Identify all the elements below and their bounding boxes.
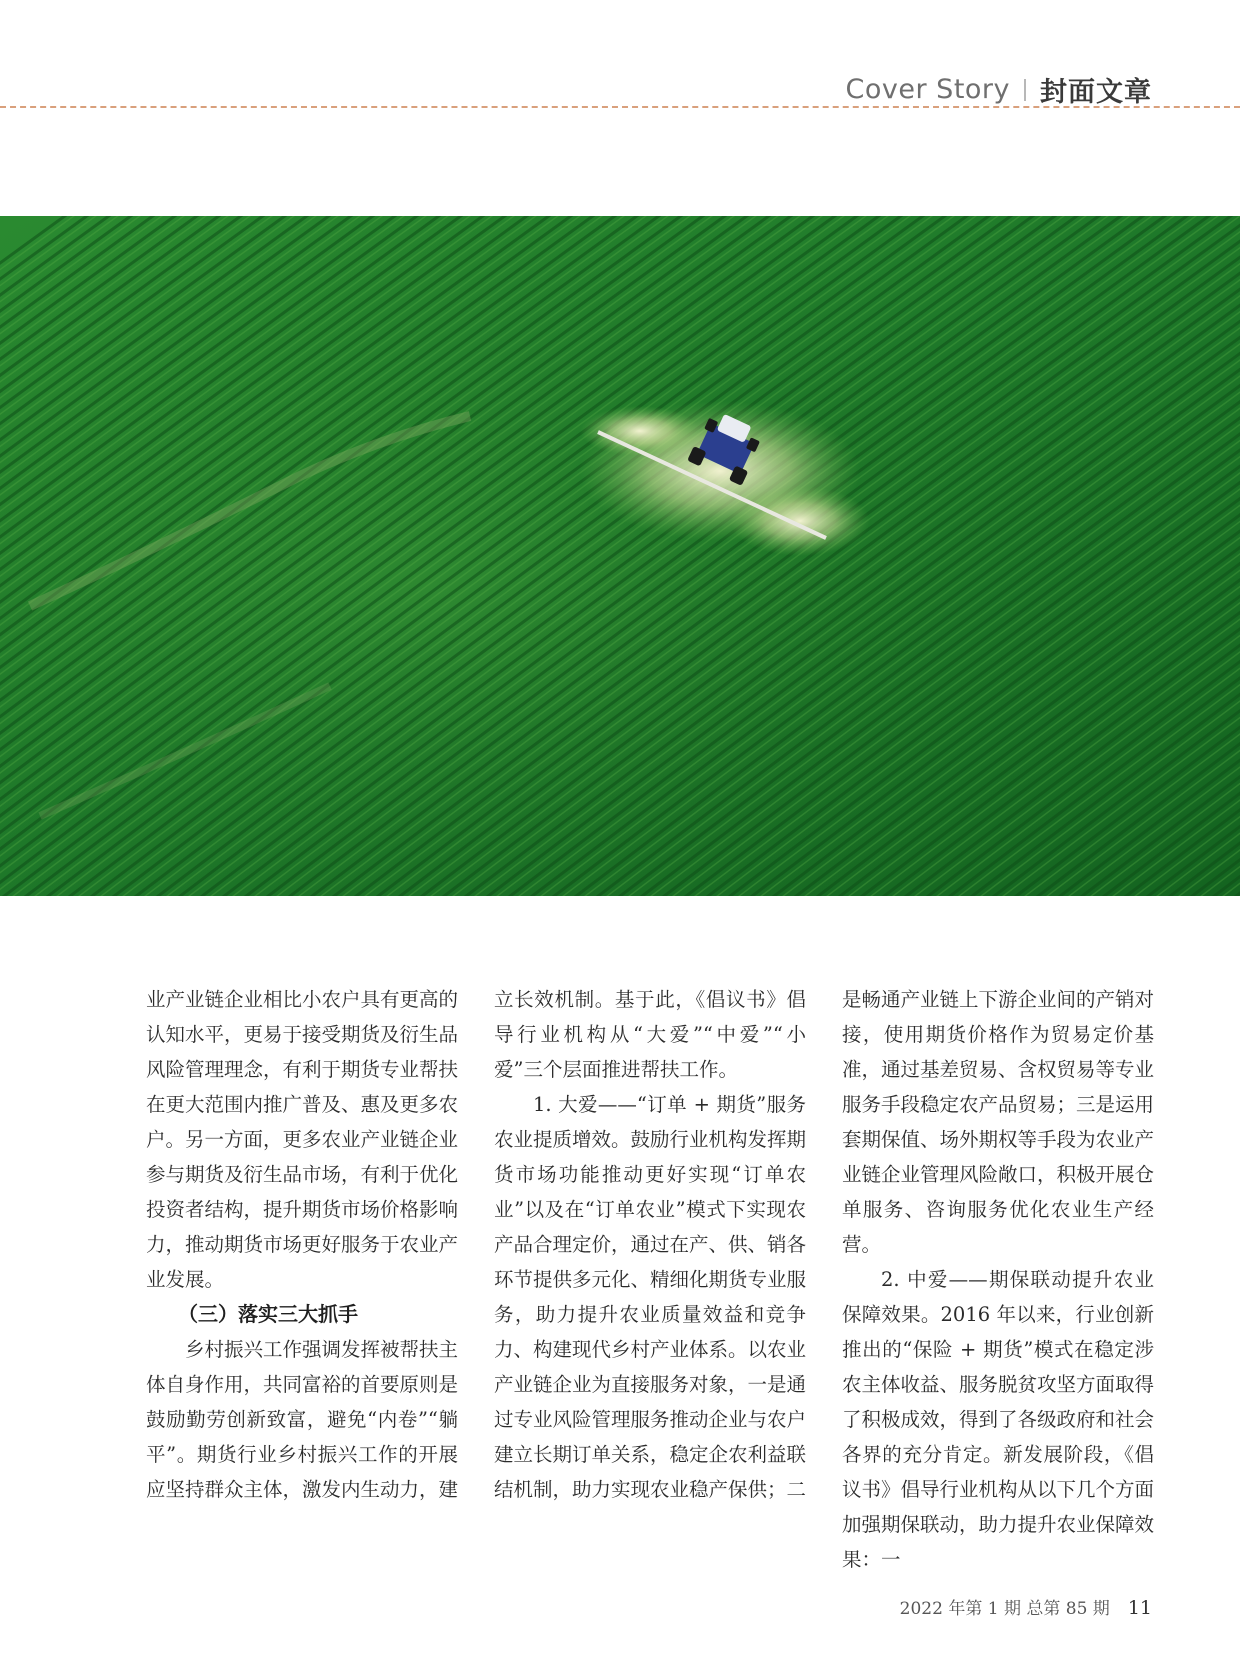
text-column-2 bbox=[494, 982, 806, 1507]
farmland-illustration bbox=[0, 216, 1240, 896]
article-body bbox=[146, 982, 1155, 1571]
paragraph: 乡村振兴工作强调发挥被帮扶主体自身作用，共同富裕的首要原则是鼓励勤劳创新致富，避免“内卷”“躺平”。期货行业乡村振兴工作的开展应坚持群众主体，激发内生动力，建 bbox=[146, 1338, 459, 1501]
issue-info: 2022 年第 1 期 总第 85 期 bbox=[899, 1599, 1110, 1619]
paragraph: 立长效机制。基于此，《倡议书》倡导行业机构从“大爱”“中爱”“小爱”三个层面推进帮扶工作。 bbox=[494, 988, 806, 1081]
section-subheading: （三）落实三大抓手 bbox=[178, 1302, 358, 1326]
text-column-3 bbox=[842, 982, 1154, 1577]
page-header bbox=[0, 0, 1240, 108]
paragraph: 是畅通产业链上下游企业间的产销对接，使用期货价格作为贸易定价基准，通过基差贸易、含权贸易等专业服务手段稳定农产品贸易；三是运用套期保值、场外期权等手段为农业产业链企业管理风险敞口，积极开展仓单服务、咨询服务优化农业生产经营。 bbox=[842, 988, 1155, 1256]
paragraph: 1. 大爱——“订单 + 期货”服务农业提质增效。鼓励行业机构发挥期货市场功能推动更好实现“订单农业”以及在“订单农业”模式下实现农产品合理定价，通过在产、供、销各环节提供多元化、精细化期货专业服务，助力提升农业质量效益和竞争力、构建现代乡村产业体系。以农业产业链企业为直接服务对象，一是通过专业风险管理服务推动企业与农户建立长期订单关系，稳定企农利益联结机制，助力实现农业稳产保供；二 bbox=[494, 1093, 807, 1501]
section-title-english: Cover Story bbox=[845, 74, 1010, 105]
section-divider bbox=[1024, 79, 1026, 101]
section-label bbox=[846, 70, 1152, 109]
paragraph: 2. 中爱——期保联动提升农业保障效果。2016 年以来，行业创新推出的“保险 + 期货”模式在稳定涉农主体收益、服务脱贫攻坚方面取得了积极成效，得到了各级政府和社会各界的充分肯定。新发展阶段，《倡议书》倡导行业机构从以下几个方面加强期保联动，助力提升农业保障效果：一 bbox=[842, 1268, 1155, 1571]
text-column-1 bbox=[146, 982, 458, 1507]
spray-mist-right bbox=[730, 486, 870, 556]
aerial-farmland-tractor-photo bbox=[0, 216, 1240, 896]
paragraph: 业产业链企业相比小农户具有更高的认知水平，更易于接受期货及衍生品风险管理理念，有利于期货专业帮扶在更大范围内推广普及、惠及更多农户。另一方面，更多农业产业链企业参与期货及衍生品市场，有利于优化投资者结构，提升期货市场价格影响力，推动期货市场更好服务于农业产业发展。 bbox=[146, 988, 459, 1291]
page-footer bbox=[900, 1594, 1152, 1619]
spray-mist-left bbox=[580, 406, 700, 456]
section-title-chinese: 封面文章 bbox=[1040, 77, 1152, 108]
header-dashed-rule bbox=[0, 106, 1240, 108]
page-number: 11 bbox=[1127, 1597, 1152, 1619]
